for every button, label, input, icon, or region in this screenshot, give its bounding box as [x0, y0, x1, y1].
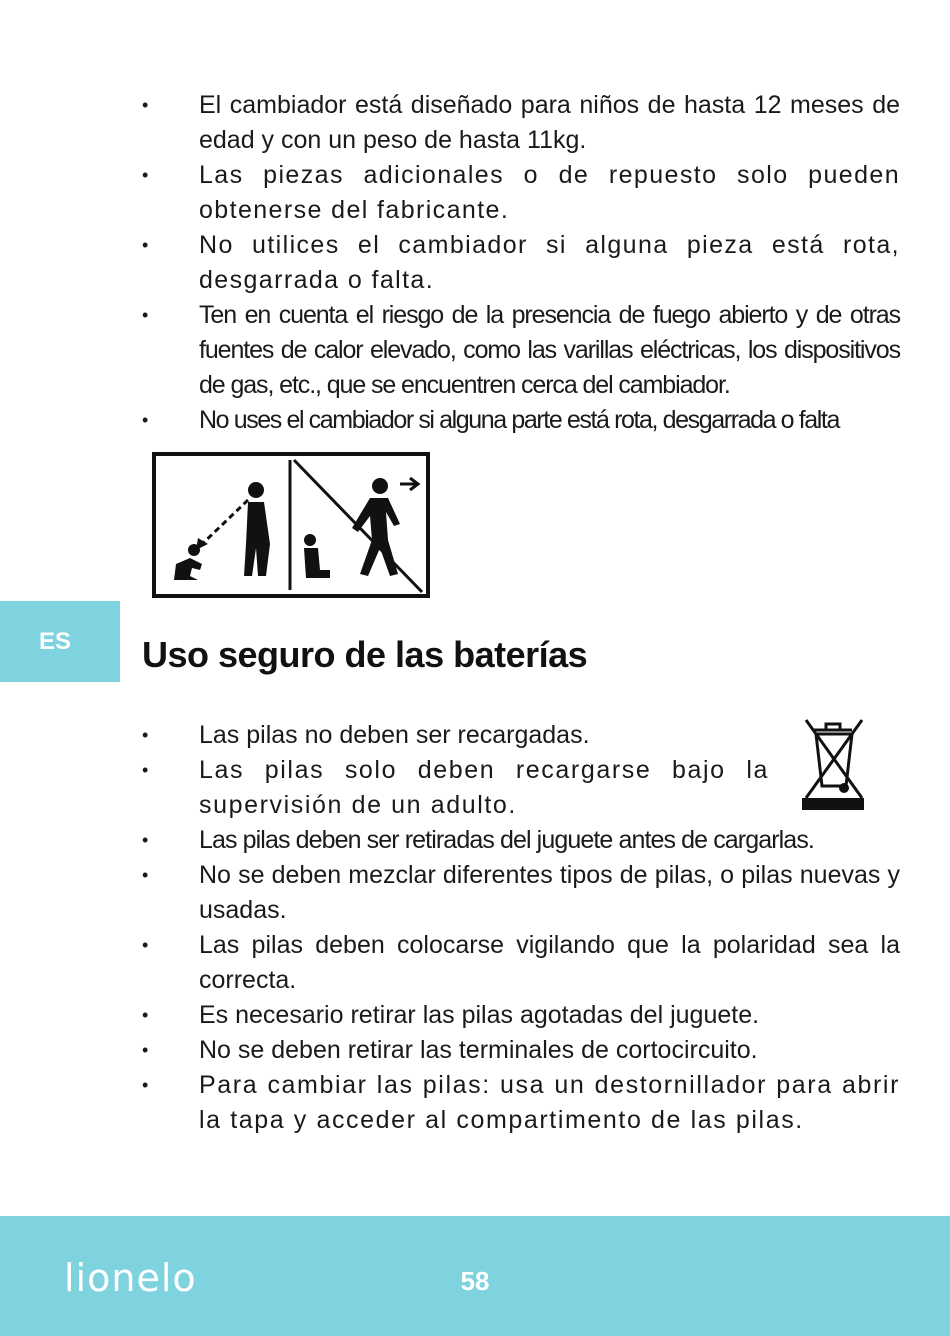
list-item — [142, 403, 900, 438]
list-item-text: • El cambiador está diseñado para niños de hasta 12 meses de edad y con un peso de hasta 11kg. — [199, 91, 900, 154]
list-item — [142, 928, 900, 998]
list-item-text: • No utilices el cambiador si alguna pieza está rota, desgarrada o falta. — [199, 231, 900, 294]
battery-safety-list — [142, 718, 900, 1138]
list-item — [142, 753, 769, 823]
list-item-text: • Las pilas no deben ser recargadas. — [199, 721, 590, 749]
list-item — [142, 823, 900, 858]
brand-logo: lionelo — [64, 1256, 197, 1300]
list-item-text: • No se deben mezclar diferentes tipos de pilas, o pilas nuevas y usadas. — [199, 861, 900, 924]
list-item — [142, 998, 900, 1033]
list-item-text: • Es necesario retirar las pilas agotadas del juguete. — [199, 1001, 760, 1029]
list-item-text: • Las pilas solo deben recargarse bajo la supervisión de un adulto. — [199, 756, 769, 819]
list-item-text: • No se deben retirar las terminales de cortocircuito. — [199, 1036, 758, 1064]
list-item — [142, 158, 900, 228]
page-footer — [0, 1216, 950, 1336]
list-item — [142, 1033, 900, 1068]
list-item-text: • Las pilas deben colocarse vigilando que la polaridad sea la correcta. — [199, 931, 900, 994]
list-item-text: • No uses el cambiador si alguna parte está rota, desgarrada o falta — [199, 406, 839, 434]
safety-warning-list — [142, 88, 900, 438]
list-item — [142, 228, 900, 298]
list-item — [142, 298, 900, 403]
section-title: Uso seguro de las baterías — [142, 634, 588, 675]
list-item-text: • Para cambiar las pilas: usa un destornillador para abrir la tapa y acceder al compartimento de las pilas. — [199, 1071, 900, 1134]
list-item-text: • Las pilas deben ser retiradas del juguete antes de cargarlas. — [199, 826, 814, 854]
list-item — [142, 88, 900, 158]
list-item-text: • Ten en cuenta el riesgo de la presencia de fuego abierto y de otras fuentes de calor elevado, como las varillas eléctricas, los dispositivos de gas, etc., que se encuentren cerca del cambiador. — [199, 301, 900, 399]
list-item — [142, 718, 769, 753]
list-item-text: • Las piezas adicionales o de repuesto solo pueden obtenerse del fabricante. — [199, 161, 900, 224]
page-number: 58 — [460, 1266, 490, 1296]
list-item — [142, 858, 900, 928]
list-item — [142, 1068, 900, 1138]
language-tab: ES — [0, 601, 120, 682]
do-not-leave-child-unattended-icon — [152, 452, 430, 598]
